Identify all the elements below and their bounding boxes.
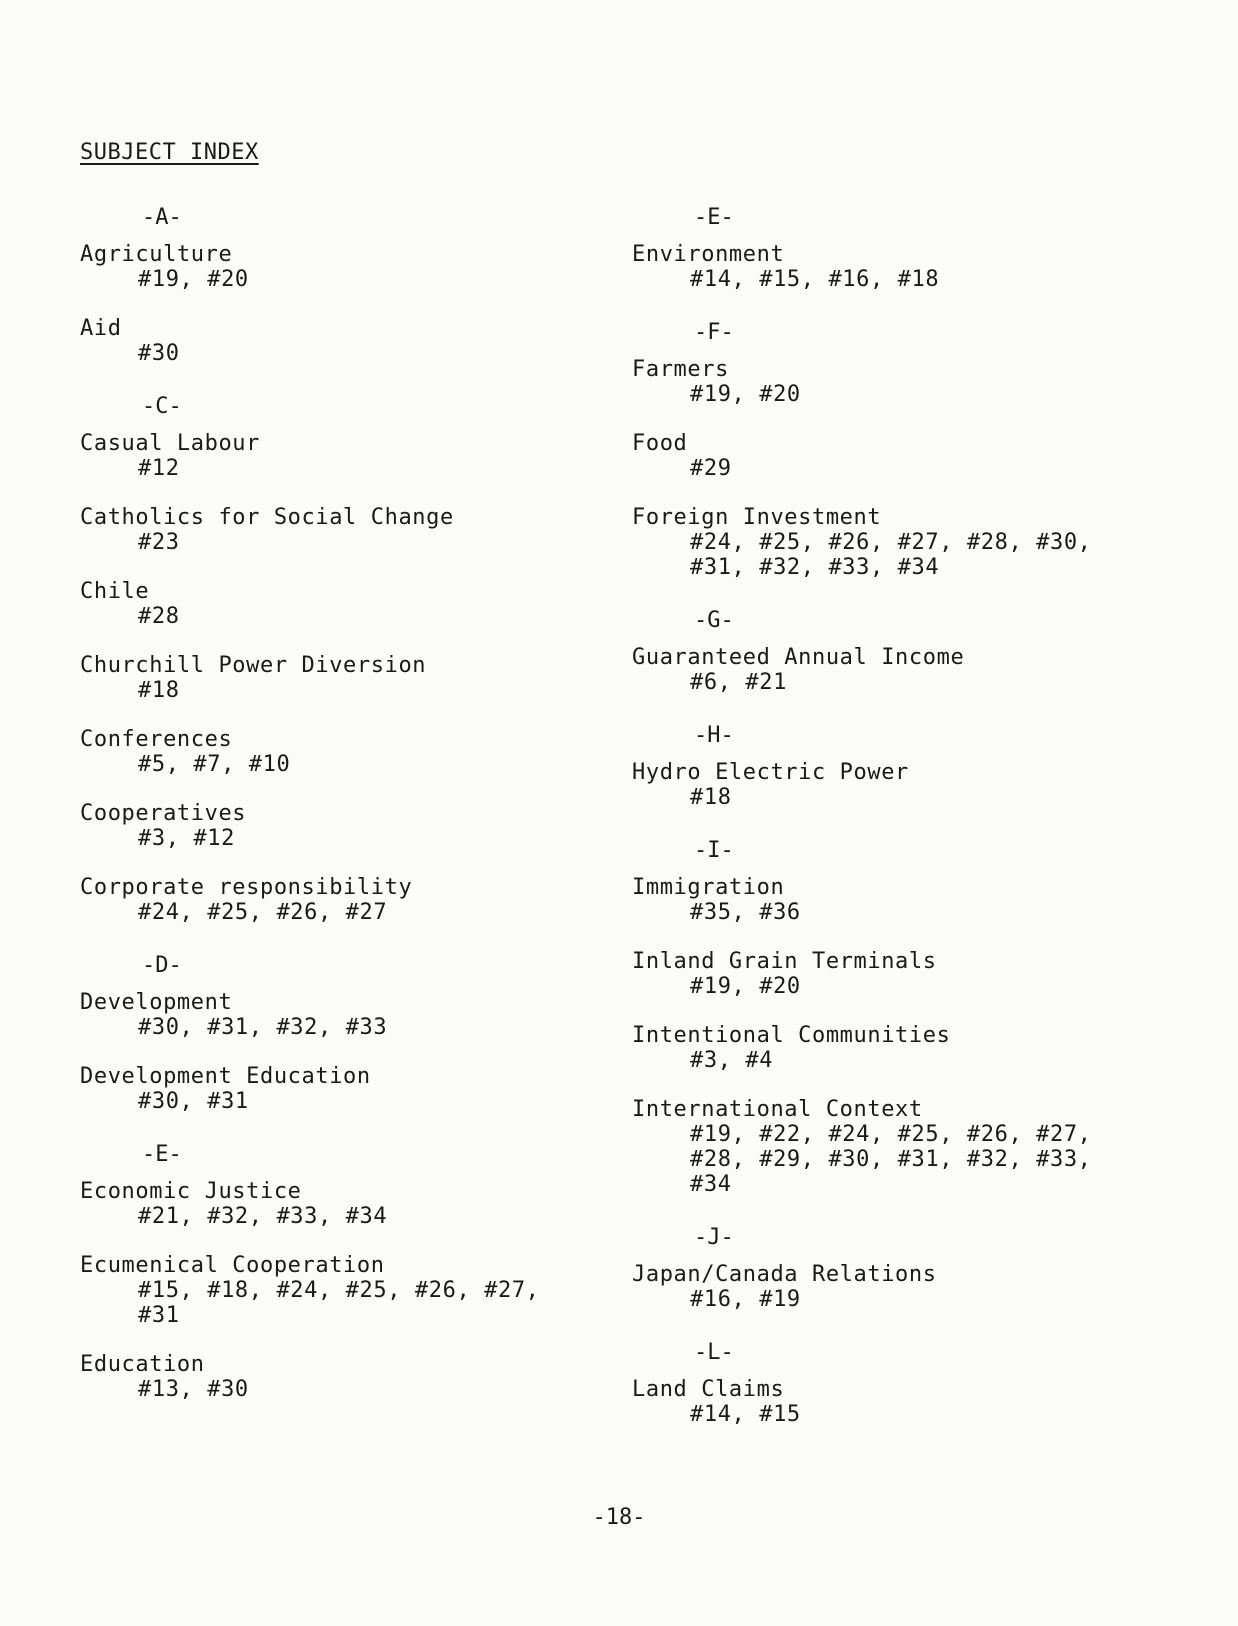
page-title: SUBJECT INDEX xyxy=(80,140,259,165)
index-references: #28, #29, #30, #31, #32, #33, xyxy=(690,1147,1092,1172)
section-letter: -L- xyxy=(694,1340,734,1365)
index-references: #30, #31, #32, #33 xyxy=(138,1015,388,1040)
index-term: Japan/Canada Relations xyxy=(632,1262,937,1287)
index-entry xyxy=(632,1097,1152,1197)
index-term: Food xyxy=(632,431,688,456)
index-entry xyxy=(632,949,1152,999)
index-term: Ecumenical Cooperation xyxy=(80,1253,385,1278)
index-entry xyxy=(632,1262,1152,1312)
index-entry xyxy=(632,645,1152,695)
index-term: Development xyxy=(80,990,233,1015)
index-entry xyxy=(632,1023,1152,1073)
index-references: #12 xyxy=(138,456,180,481)
index-references: #16, #19 xyxy=(690,1287,801,1312)
section-letter: -J- xyxy=(694,1225,734,1250)
index-references: #31, #32, #33, #34 xyxy=(690,555,940,580)
index-entry xyxy=(632,1377,1152,1427)
index-entry xyxy=(80,801,600,851)
index-references: #24, #25, #26, #27 xyxy=(138,900,388,925)
index-term: Corporate responsibility xyxy=(80,875,413,900)
index-entry xyxy=(80,1064,600,1114)
section-letter: -E- xyxy=(694,205,734,230)
index-references: #31 xyxy=(138,1303,180,1328)
index-term: Environment xyxy=(632,242,785,267)
index-entry xyxy=(80,1179,600,1229)
index-references: #35, #36 xyxy=(690,900,801,925)
index-entry xyxy=(80,316,600,366)
index-entry xyxy=(80,579,600,629)
index-entry xyxy=(80,1253,600,1328)
index-term: Aid xyxy=(80,316,122,341)
index-references: #30 xyxy=(138,341,180,366)
index-term: Casual Labour xyxy=(80,431,260,456)
index-entry xyxy=(632,505,1152,580)
index-term: Cooperatives xyxy=(80,801,247,826)
index-term: International Context xyxy=(632,1097,923,1122)
index-entry xyxy=(632,875,1152,925)
index-term: Guaranteed Annual Income xyxy=(632,645,965,670)
index-term: Conferences xyxy=(80,727,233,752)
index-entry xyxy=(632,760,1152,810)
index-references: #15, #18, #24, #25, #26, #27, xyxy=(138,1278,540,1303)
index-references: #13, #30 xyxy=(138,1377,249,1402)
section-letter: -A- xyxy=(142,205,182,230)
index-references: #3, #4 xyxy=(690,1048,774,1073)
index-term: Foreign Investment xyxy=(632,505,882,530)
index-entry xyxy=(80,242,600,292)
index-term: Inland Grain Terminals xyxy=(632,949,937,974)
index-entry xyxy=(80,727,600,777)
index-term: Intentional Communities xyxy=(632,1023,951,1048)
index-references: #23 xyxy=(138,530,180,555)
section-letter: -H- xyxy=(694,723,734,748)
index-term: Development Education xyxy=(80,1064,371,1089)
index-entry xyxy=(632,242,1152,292)
index-references: #3, #12 xyxy=(138,826,235,851)
index-term: Immigration xyxy=(632,875,785,900)
index-references: #28 xyxy=(138,604,180,629)
index-references: #18 xyxy=(690,785,732,810)
index-entry xyxy=(80,653,600,703)
index-references: #24, #25, #26, #27, #28, #30, xyxy=(690,530,1092,555)
index-entry xyxy=(632,357,1152,407)
index-references: #19, #20 xyxy=(690,974,801,999)
index-term: Catholics for Social Change xyxy=(80,505,454,530)
index-term: Hydro Electric Power xyxy=(632,760,909,785)
index-term: Agriculture xyxy=(80,242,233,267)
index-term: Education xyxy=(80,1352,205,1377)
index-entry xyxy=(80,431,600,481)
section-letter: -C- xyxy=(142,394,182,419)
index-term: Land Claims xyxy=(632,1377,785,1402)
page-number: -18- xyxy=(592,1505,646,1530)
index-column-left xyxy=(80,205,600,1426)
index-references: #18 xyxy=(138,678,180,703)
index-column-right xyxy=(632,205,1152,1451)
index-term: Chile xyxy=(80,579,150,604)
section-letter: -F- xyxy=(694,320,734,345)
index-references: #29 xyxy=(690,456,732,481)
section-letter: -D- xyxy=(142,953,182,978)
index-references: #34 xyxy=(690,1172,732,1197)
index-references: #14, #15 xyxy=(690,1402,801,1427)
section-letter: -G- xyxy=(694,608,734,633)
index-term: Churchill Power Diversion xyxy=(80,653,427,678)
section-letter: -I- xyxy=(694,838,734,863)
index-references: #19, #20 xyxy=(690,382,801,407)
index-references: #5, #7, #10 xyxy=(138,752,291,777)
index-term: Farmers xyxy=(632,357,729,382)
index-references: #19, #22, #24, #25, #26, #27, xyxy=(690,1122,1092,1147)
section-letter: -E- xyxy=(142,1142,182,1167)
index-entry xyxy=(80,1352,600,1402)
index-entry xyxy=(80,875,600,925)
index-references: #19, #20 xyxy=(138,267,249,292)
index-references: #14, #15, #16, #18 xyxy=(690,267,940,292)
index-entry xyxy=(632,431,1152,481)
index-term: Economic Justice xyxy=(80,1179,302,1204)
index-references: #21, #32, #33, #34 xyxy=(138,1204,388,1229)
index-entry xyxy=(80,990,600,1040)
index-references: #6, #21 xyxy=(690,670,787,695)
index-entry xyxy=(80,505,600,555)
index-references: #30, #31 xyxy=(138,1089,249,1114)
